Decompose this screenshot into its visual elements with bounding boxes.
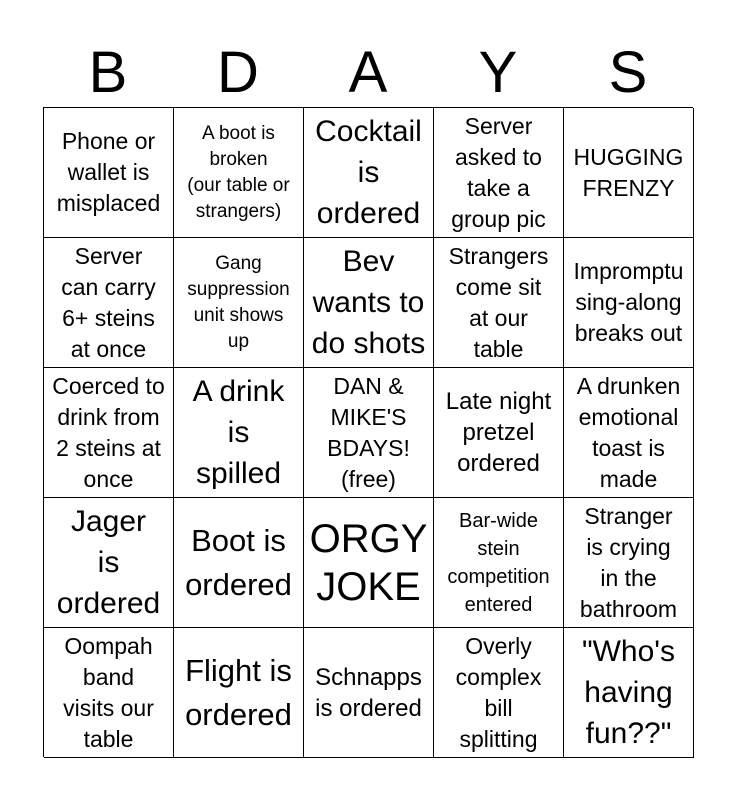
cell-text: Coerced to drink from 2 steins at once: [52, 372, 165, 492]
bingo-cell[interactable]: [564, 368, 694, 498]
cell-text: A drunken emotional toast is made: [576, 372, 681, 492]
cell-text: Jager is ordered: [56, 505, 161, 620]
cell-text: Stranger is crying in the bathroom: [579, 502, 678, 622]
bingo-cell[interactable]: [304, 238, 434, 368]
bingo-cell[interactable]: [564, 238, 694, 368]
bingo-cell[interactable]: [564, 628, 694, 758]
bingo-cell[interactable]: [174, 498, 304, 628]
bingo-cell[interactable]: [564, 108, 694, 238]
header-letter-s: S: [608, 40, 648, 105]
cell-text: Bev wants to do shots: [311, 245, 426, 360]
bingo-grid: [43, 107, 693, 757]
bingo-cell[interactable]: [434, 108, 564, 238]
bingo-cell[interactable]: [434, 238, 564, 368]
bingo-cell[interactable]: [174, 628, 304, 758]
cell-text: Overly complex bill splitting: [455, 632, 542, 752]
cell-text: Flight is ordered: [185, 652, 292, 732]
bingo-cell[interactable]: [44, 238, 174, 368]
cell-text: HUGGING FRENZY: [573, 143, 684, 201]
bingo-cell[interactable]: [304, 628, 434, 758]
bingo-cell[interactable]: [304, 108, 434, 238]
bingo-cell[interactable]: [44, 498, 174, 628]
bingo-cell[interactable]: [174, 238, 304, 368]
cell-text: Oompah band visits our table: [63, 632, 154, 752]
header-letter-y: Y: [478, 40, 518, 105]
bingo-cell[interactable]: [564, 498, 694, 628]
header-letter-d: D: [217, 40, 259, 105]
header-letter-a: A: [348, 40, 388, 105]
cell-text: Strangers come sit at our table: [448, 242, 549, 362]
cell-text: Gang suppression unit shows up: [187, 252, 290, 352]
bingo-header: [43, 38, 693, 108]
bingo-cell[interactable]: [174, 368, 304, 498]
cell-text: Cocktail is ordered: [315, 115, 422, 230]
cell-text: Server can carry 6+ steins at once: [61, 242, 156, 362]
cell-text: Late night pretzel ordered: [445, 388, 552, 477]
cell-text: Impromptu sing-along breaks out: [573, 258, 684, 346]
cell-text: Schnapps is ordered: [315, 663, 422, 722]
cell-text: A boot is broken (our table or strangers): [187, 122, 290, 222]
bingo-cell[interactable]: [44, 628, 174, 758]
bingo-cell[interactable]: [304, 498, 434, 628]
free-space-cell[interactable]: [304, 368, 434, 498]
bingo-cell[interactable]: [174, 108, 304, 238]
cell-text: DAN & MIKE'S BDAYS! (free): [327, 372, 410, 492]
cell-text: A drink is spilled: [192, 375, 285, 490]
header-letter-b: B: [88, 40, 128, 105]
bingo-cell[interactable]: [434, 628, 564, 758]
bingo-cell[interactable]: [44, 368, 174, 498]
cell-text: ORGY JOKE: [309, 516, 428, 609]
cell-text: "Who's having fun??": [581, 635, 676, 750]
cell-text: Boot is ordered: [185, 522, 292, 602]
cell-text: Bar-wide stein competition entered: [447, 509, 550, 616]
cell-text: Phone or wallet is misplaced: [56, 128, 161, 216]
cell-text: Server asked to take a group pic: [451, 112, 546, 232]
bingo-cell[interactable]: [44, 108, 174, 238]
bingo-cell[interactable]: [434, 368, 564, 498]
bingo-cell[interactable]: [434, 498, 564, 628]
